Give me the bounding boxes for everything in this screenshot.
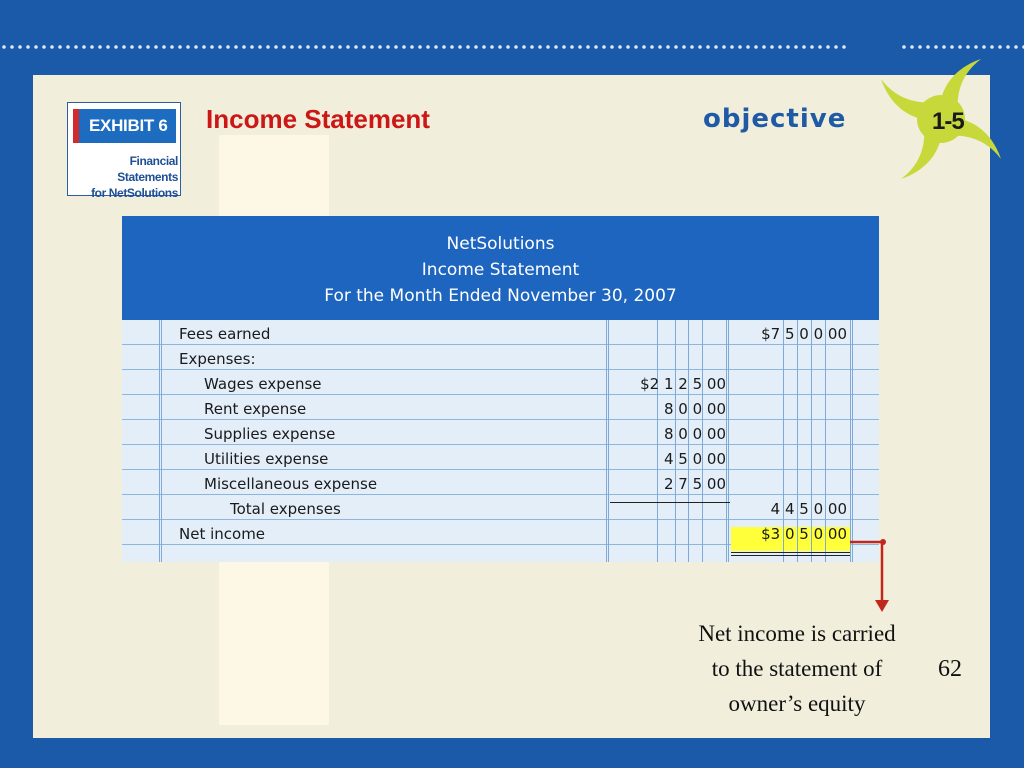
grid-line xyxy=(606,320,607,562)
row-label-net-income: Net income xyxy=(179,525,266,543)
row-label-supplies-expense: Supplies expense xyxy=(204,425,336,443)
double-rule-top xyxy=(731,552,850,553)
grid-line xyxy=(161,320,162,562)
double-rule-bottom xyxy=(731,555,850,556)
exhibit-badge xyxy=(67,102,181,200)
caption-line2: to the statement of xyxy=(711,656,883,681)
decorative-dotted-line xyxy=(0,44,850,50)
grid-line xyxy=(728,320,729,562)
objective-label: objective xyxy=(703,104,847,134)
arrow-caption xyxy=(668,616,926,721)
exhibit-tag-accent xyxy=(73,109,79,143)
exhibit-tag-label: EXHIBIT 6 xyxy=(89,116,168,135)
grid-line xyxy=(608,320,609,562)
row-label-miscellaneous-expense: Miscellaneous expense xyxy=(204,475,378,493)
statement-header xyxy=(122,216,879,320)
amount-rent-expense: 8 0 0 00 xyxy=(663,400,726,418)
amount-net-income: $3 0 5 0 00 xyxy=(761,525,847,543)
income-statement-table xyxy=(122,216,879,562)
exhibit-subtitle-line2: for NetSolutions xyxy=(91,186,178,200)
decorative-dotted-line-right xyxy=(900,44,1024,50)
amount-miscellaneous-expense: 2 7 5 00 xyxy=(663,475,726,493)
exhibit-tag xyxy=(73,109,176,143)
row-label-fees-earned: Fees earned xyxy=(179,325,271,343)
red-arrow-icon xyxy=(850,536,890,616)
page-number: 62 xyxy=(938,656,962,682)
amount-fees-earned: $7 5 0 0 00 xyxy=(761,325,847,343)
statement-company: NetSolutions xyxy=(446,234,555,254)
amount-total-expenses: 4 4 5 0 00 xyxy=(770,500,847,518)
row-label-expenses: Expenses: xyxy=(179,350,256,368)
grid-line xyxy=(852,320,853,562)
statement-period: For the Month Ended November 30, 2007 xyxy=(324,286,677,306)
caption-line3: owner’s equity xyxy=(728,691,866,716)
caption-line1: Net income is carried xyxy=(698,621,896,646)
amount-supplies-expense: 8 0 0 00 xyxy=(663,425,726,443)
exhibit-subtitle xyxy=(68,153,180,201)
slide-title: Income Statement xyxy=(206,104,430,134)
grid-line xyxy=(726,320,727,562)
grid-line xyxy=(850,320,851,562)
statement-name: Income Statement xyxy=(421,260,580,280)
amount-utilities-expense: 4 5 0 00 xyxy=(663,450,726,468)
exhibit-subtitle-line1: Financial Statements xyxy=(117,154,178,184)
row-label-rent-expense: Rent expense xyxy=(204,400,307,418)
grid-line xyxy=(657,320,658,562)
row-label-wages-expense: Wages expense xyxy=(204,375,322,393)
objective-number: 1-5 xyxy=(932,108,964,135)
row-label-total-expenses: Total expenses xyxy=(230,500,341,518)
amount-wages-expense: $2 1 2 5 00 xyxy=(640,375,726,393)
grid-line xyxy=(159,320,160,562)
row-label-utilities-expense: Utilities expense xyxy=(204,450,329,468)
subtotal-rule xyxy=(610,502,730,503)
